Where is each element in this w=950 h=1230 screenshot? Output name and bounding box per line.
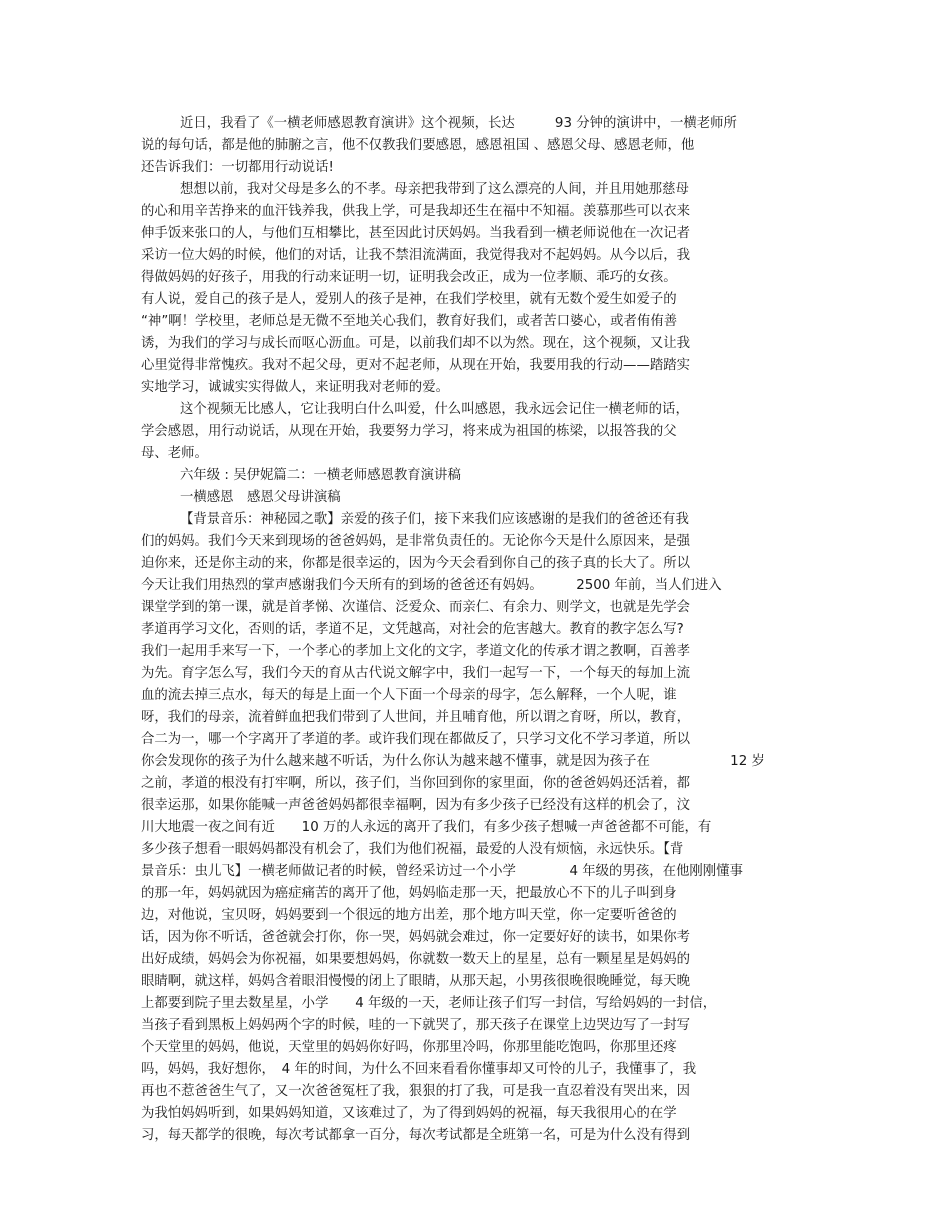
paragraph-line-29: 合二为一，哪一个字离开了孝道的孝。或许我们现在都做反了，只学习文化不学习孝道，所以 <box>141 732 691 747</box>
paragraph-line-22: 今天让我们用热烈的掌声感谢我们今天所有的到场的爸爸还有妈妈。 2500 年前，当人们进入 <box>141 578 722 593</box>
paragraph-line-33: 川大地震一夜之间有近 10 万的人永远的离开了我们，有多少孩子想喊一声爸爸都不可能，有 <box>141 820 712 835</box>
paragraph-line-16: 母、老师。 <box>141 446 208 461</box>
paragraph-line-03: 还告诉我们：一切都用行动说话! <box>141 160 334 175</box>
paragraph-line-34: 多少孩子想看一眼妈妈都没有机会了，我们为他们祝福，最爱的人没有烦恼，永远快乐。【背 <box>141 842 684 857</box>
paragraph-line-07: 采访一位大妈的时候，他们的对话，让我不禁泪流满面，我觉得我对不起妈妈。从今以后，我 <box>141 248 691 263</box>
paragraph-line-36: 的那一年，妈妈就因为癌症痛苦的离开了他，妈妈临走那一天，把最放心不下的儿子叫到身 <box>141 886 677 901</box>
paragraph-line-26: 为先。育字怎么写，我们今天的育从古代说文解字中，我们一起写一下，一个每天的每加上流 <box>141 666 691 681</box>
paragraph-line-41: 上都要到院子里去数星星，小学 4 年级的一天，老师让孩子们写一封信，写给妈妈的一封信， <box>141 996 717 1011</box>
paragraph-line-14: 这个视频无比感人，它让我明白什么叫爱，什么叫感恩，我永远会记住一横老师的话， <box>180 402 689 417</box>
paragraph-line-02: 说的每句话，都是他的肺腑之言，他不仅教我们要感恩，感恩祖国 、感恩父母、感恩老师，他 <box>141 138 695 153</box>
paragraph-line-46: 为我怕妈妈听到，如果妈妈知道，又该难过了，为了得到妈妈的祝福，每天我很用心的在学 <box>141 1106 677 1121</box>
paragraph-line-45: 再也不惹爸爸生气了，又一次爸爸冤枉了我，狠狠的打了我，可是我一直忍着没有哭出来，因 <box>141 1084 691 1099</box>
paragraph-line-04: 想想以前，我对父母是多么的不孝。母亲把我带到了这么漂亮的人间，并且用她那慈母 <box>180 182 689 197</box>
section-heading: 六年级 : 吴伊妮篇二：一横老师感恩教育演讲稿 <box>180 468 461 483</box>
paragraph-line-32: 很幸运那，如果你能喊一声爸爸妈妈都很幸福啊，因为有多少孩子已经没有这样的机会了，汶 <box>141 798 691 813</box>
paragraph-line-37: 边，对他说，宝贝呀，妈妈要到一个很远的地方出差，那个地方叫天堂，你一定要听爸爸的 <box>141 908 677 923</box>
paragraph-line-06: 伸手饭来张口的人，与他们互相攀比，甚至因此讨厌妈妈。当我看到一横老师说他在一次记者 <box>141 226 691 241</box>
paragraph-line-40: 眼睛啊，就这样，妈妈含着眼泪慢慢的闭上了眼睛，从那天起，小男孩很晚很晚睡觉，每天晚 <box>141 974 691 989</box>
paragraph-line-35: 景音乐：虫儿飞】一横老师做记者的时候，曾经采访过一个小学 4 年级的男孩，在他刚刚懂事 <box>141 864 743 879</box>
paragraph-line-25: 我们一起用手来写一下，一个孝心的孝加上文化的文字，孝道文化的传承才谓之教啊，百善孝 <box>141 644 691 659</box>
paragraph-line-24: 孝道再学习文化，否则的话，孝道不足，文凭越高，对社会的危害越大。教育的教字怎么写? <box>141 622 684 637</box>
paragraph-line-01: 近日，我看了《一横老师感恩教育演讲》这个视频，长达 93 分钟的演讲中，一横老师所 <box>180 116 737 131</box>
paragraph-line-42: 当孩子看到黑板上妈妈两个字的时候，哇的一下就哭了，那天孩子在课堂上边哭边写了一封写 <box>141 1018 691 1033</box>
paragraph-line-28: 呀，我们的母亲，流着鲜血把我们带到了人世间，并且哺育他，所以谓之育呀，所以，教育， <box>141 710 691 725</box>
paragraph-line-12: 心里觉得非常愧疚。我对不起父母，更对不起老师，从现在开始，我要用我的行动——踏踏实 <box>141 358 691 373</box>
paragraph-line-15: 学会感恩，用行动说话，从现在开始，我要努力学习，将来成为祖国的栋梁，以报答我的父 <box>141 424 677 439</box>
paragraph-line-38: 话，因为你不听话，爸爸就会打你，你一哭，妈妈就会难过，你一定要好好的读书，如果你考 <box>141 930 691 945</box>
paragraph-line-43: 个天堂里的妈妈，他说，天堂里的妈妈你好吗，你那里冷吗，你那里能吃饱吗，你那里还疼 <box>141 1040 677 1055</box>
paragraph-line-11: 诱，为我们的学习与成长而呕心沥血。可是，以前我们却不以为然。现在，这个视频，又让我 <box>141 336 691 351</box>
paragraph-line-27: 血的流去掉三点水，每天的每是上面一个人下面一个母亲的母字，怎么解释，一个人呢，谁 <box>141 688 677 703</box>
speech-title: 一横感恩 感恩父母讲演稿 <box>180 490 341 505</box>
paragraph-line-05: 的心和用辛苦挣来的血汗钱养我，供我上学，可是我却还生在福中不知福。羡慕那些可以衣来 <box>141 204 691 219</box>
paragraph-line-10: “神”啊！学校里，老师总是无微不至地关心我们，教育好我们，或者苦口婆心，或者侑侑善 <box>141 314 678 329</box>
paragraph-line-09: 有人说，爱自己的孩子是人，爱别人的孩子是神，在我们学校里，就有无数个爱生如爱子的 <box>141 292 677 307</box>
paragraph-line-31: 之前，孝道的根没有打牢啊，所以，孩子们，当你回到你的家里面，你的爸爸妈妈还活着，都 <box>141 776 691 791</box>
paragraph-line-23: 课堂学到的第一课，就是首孝悌、次谨信、泛爱众、而亲仁、有余力、则学文，也就是先学会 <box>141 600 691 615</box>
paragraph-line-20: 们的妈妈。我们今天来到现场的爸爸妈妈，是非常负责任的。无论你今天是什么原因来，是强 <box>141 534 691 549</box>
paragraph-line-21: 迫你来，还是你主动的来，你都是很幸运的，因为今天会看到你自己的孩子真的长大了。所以 <box>141 556 691 571</box>
paragraph-line-08: 得做妈妈的好孩子，用我的行动来证明一切，证明我会改正，成为一位孝顺、乖巧的女孩。 <box>141 270 677 285</box>
paragraph-line-19: 【背景音乐：神秘园之歌】亲爱的孩子们，接下来我们应该感谢的是我们的爸爸还有我 <box>180 512 689 527</box>
paragraph-line-30: 你会发现你的孩子为什么越来越不听话，为什么你认为越来越不懂事，就是因为孩子在 12 岁 <box>141 754 765 769</box>
paragraph-line-44: 吗，妈妈，我好想你， 4 年的时间，为什么不回来看看你懂事却又可怜的儿子，我懂事了，我 <box>141 1062 697 1077</box>
paragraph-line-13: 实地学习，诚诚实实得做人，来证明我对老师的爱。 <box>141 380 449 395</box>
paragraph-line-47: 习，每天都学的很晚，每次考试都拿一百分，每次考试都是全班第一名，可是为什么没有得到 <box>141 1128 691 1143</box>
paragraph-line-39: 出好成绩，妈妈会为你祝福，如果要想妈妈，你就数一数天上的星星，总有一颗星星是妈妈的 <box>141 952 691 967</box>
